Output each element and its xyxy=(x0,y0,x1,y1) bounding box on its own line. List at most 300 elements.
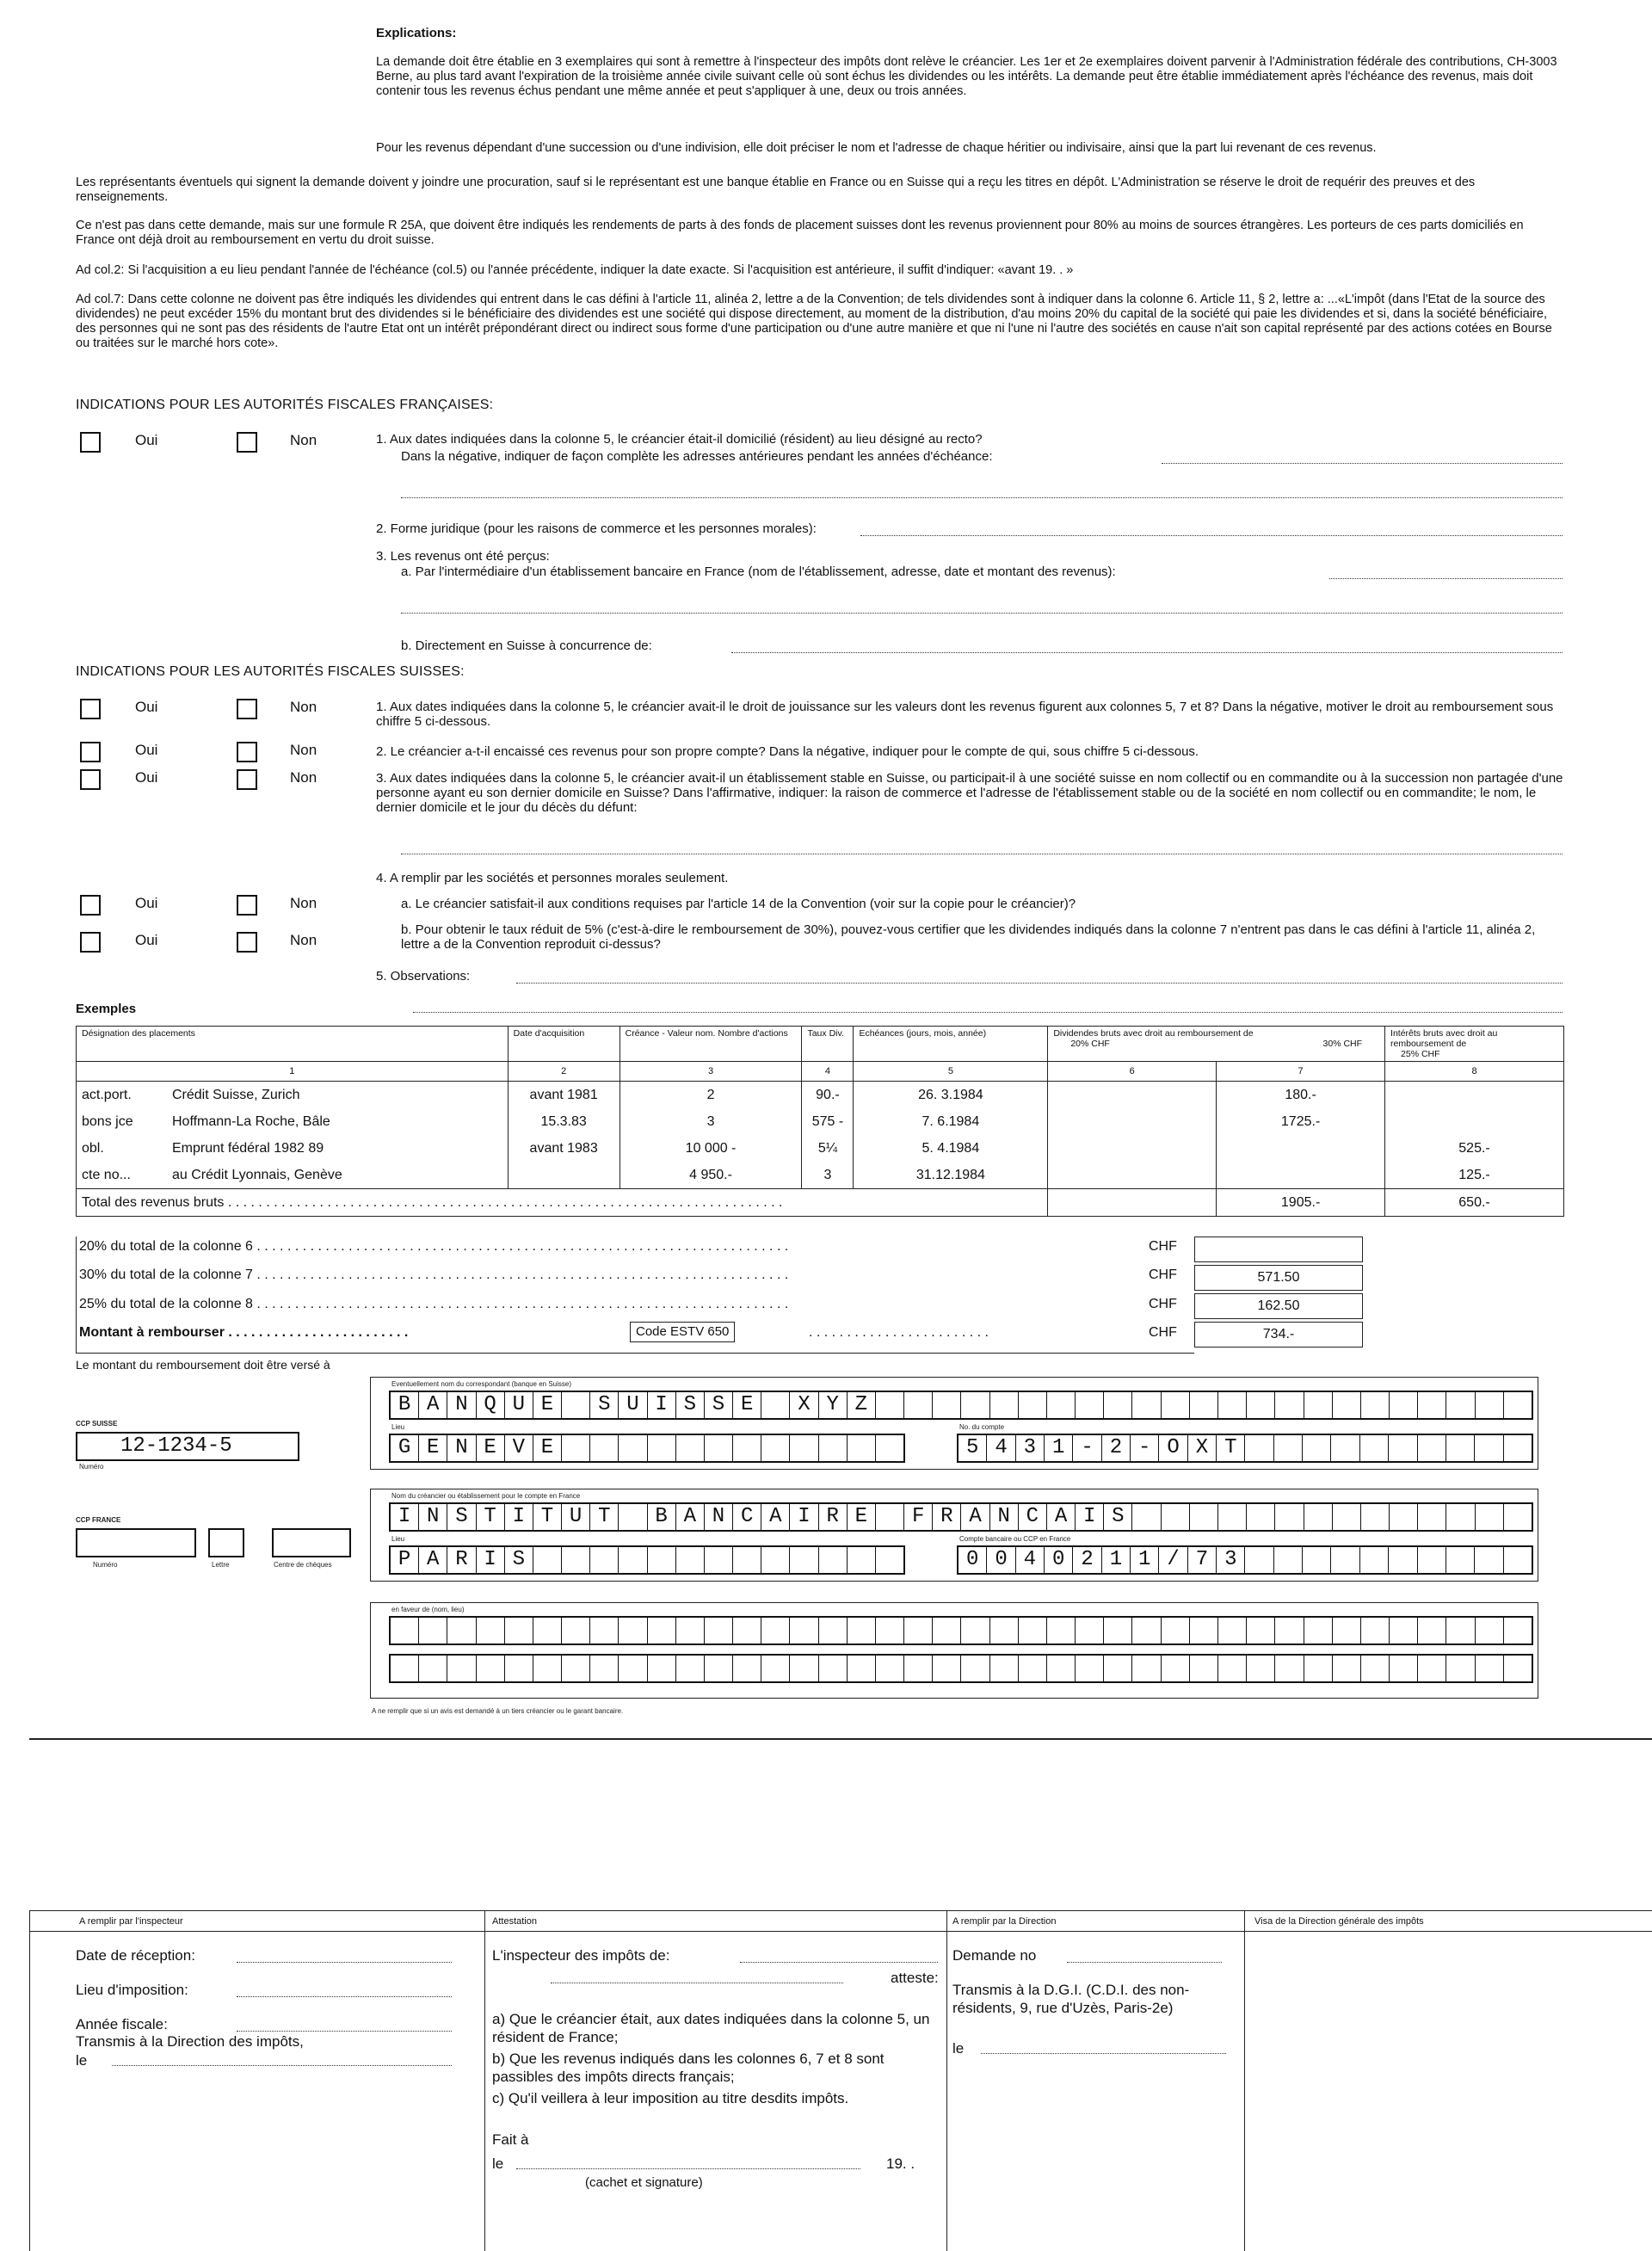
ch-q1-non-checkbox[interactable] xyxy=(237,699,257,719)
grid-cell xyxy=(1418,1656,1446,1681)
grid-cell xyxy=(990,1392,1019,1418)
grid-cell xyxy=(1303,1547,1331,1573)
inspecteur-field[interactable] xyxy=(740,1962,938,1963)
grid-cell xyxy=(391,1656,419,1681)
grid-cell xyxy=(1504,1504,1532,1530)
col-number: 2 xyxy=(508,1062,620,1082)
grid-cell: V xyxy=(505,1435,533,1461)
grid-cell: E xyxy=(733,1392,761,1418)
summary-value-25[interactable]: 162.50 xyxy=(1194,1293,1363,1319)
grid-cell: R xyxy=(819,1504,848,1530)
grid-cell xyxy=(1333,1392,1361,1418)
admin-col-divider xyxy=(946,1910,947,2251)
row-qty: 2 xyxy=(620,1082,802,1109)
currency-label: CHF xyxy=(1149,1267,1177,1282)
grid-cell xyxy=(590,1618,619,1644)
ch-question-5: 5. Observations: xyxy=(376,969,471,984)
grid-cell xyxy=(562,1435,590,1461)
lieu-ch-grid[interactable] xyxy=(389,1434,905,1463)
currency-label: CHF xyxy=(1149,1297,1177,1311)
grid-cell xyxy=(648,1435,676,1461)
demande-no-field[interactable] xyxy=(1067,1962,1222,1963)
grid-cell xyxy=(790,1435,818,1461)
grid-cell xyxy=(1418,1618,1446,1644)
ch-observations-line-2[interactable] xyxy=(413,1012,1563,1013)
transmis-le-field[interactable] xyxy=(112,2065,452,2066)
grid-cell xyxy=(761,1547,790,1573)
ch-q2-oui-checkbox[interactable] xyxy=(80,742,101,762)
date-reception-label: Date de réception: xyxy=(76,1947,195,1964)
grid-cell: I xyxy=(1076,1504,1104,1530)
grid-cell: - xyxy=(1131,1435,1159,1461)
grid-cell xyxy=(619,1547,647,1573)
grid-cell: F xyxy=(904,1504,933,1530)
table-row xyxy=(77,1108,1564,1135)
ccp-france-letter-input[interactable] xyxy=(208,1528,244,1557)
header-dividendes xyxy=(1048,1027,1385,1062)
row-col6 xyxy=(1048,1082,1217,1109)
grid-cell xyxy=(790,1618,818,1644)
grid-cell: U xyxy=(505,1392,533,1418)
summary-value-total[interactable]: 734.- xyxy=(1194,1322,1363,1348)
grid-cell: 2 xyxy=(1102,1435,1131,1461)
fr-q1-oui-checkbox[interactable] xyxy=(80,432,101,453)
grid-cell xyxy=(1333,1504,1361,1530)
ch-q3-non-checkbox[interactable] xyxy=(237,769,257,790)
column-numbers-row xyxy=(77,1062,1564,1082)
grid-cell: A xyxy=(676,1504,705,1530)
header-col8-rate: 25% CHF xyxy=(1401,1049,1440,1059)
non-label: Non xyxy=(290,742,317,758)
non-label: Non xyxy=(290,932,317,948)
grid-cell: I xyxy=(790,1504,818,1530)
ch-q4a-non-checkbox[interactable] xyxy=(237,895,257,916)
row-due: 7. 6.1984 xyxy=(854,1108,1048,1135)
grid-cell xyxy=(562,1656,590,1681)
grid-cell: Q xyxy=(477,1392,505,1418)
col-number: 1 xyxy=(77,1062,509,1082)
grid-cell xyxy=(990,1618,1019,1644)
fr-q3b-answer-line[interactable] xyxy=(731,652,1563,653)
grid-cell xyxy=(1190,1656,1218,1681)
attestation-date-field[interactable] xyxy=(516,2168,860,2169)
grid-cell xyxy=(477,1618,505,1644)
grid-cell xyxy=(1331,1547,1359,1573)
summary-label: 25% du total de la colonne 8 xyxy=(79,1297,253,1311)
grid-cell xyxy=(876,1392,904,1418)
grid-cell xyxy=(1361,1392,1390,1418)
grid-cell xyxy=(1132,1504,1161,1530)
grid-cell xyxy=(1446,1547,1475,1573)
grid-cell xyxy=(590,1656,619,1681)
grid-cell xyxy=(1104,1392,1132,1418)
grid-cell: 0 xyxy=(959,1547,987,1573)
grid-cell: S xyxy=(705,1392,733,1418)
ch-q4a-oui-checkbox[interactable] xyxy=(80,895,101,916)
grid-cell: S xyxy=(505,1547,533,1573)
grid-cell xyxy=(1390,1656,1418,1681)
currency-label: CHF xyxy=(1149,1325,1177,1340)
grid-cell: A xyxy=(961,1504,989,1530)
non-label: Non xyxy=(290,769,317,786)
lieu-imposition-field[interactable] xyxy=(237,1996,452,1997)
grid-cell xyxy=(1361,1504,1390,1530)
grid-cell: E xyxy=(477,1435,505,1461)
grid-cell xyxy=(933,1618,961,1644)
lieu-fr-grid[interactable] xyxy=(389,1545,905,1575)
fr-q2-answer-line[interactable] xyxy=(860,535,1563,536)
lieu-imposition-label: Lieu d'imposition: xyxy=(76,1982,188,1998)
row-col8 xyxy=(1385,1082,1564,1109)
grid-cell xyxy=(1303,1435,1331,1461)
grid-cell xyxy=(848,1435,876,1461)
grid-cell xyxy=(705,1618,733,1644)
grid-cell xyxy=(1476,1618,1504,1644)
grid-cell xyxy=(904,1656,933,1681)
fr-centre-label: Centre de chèques xyxy=(274,1561,332,1569)
row-type: obl. xyxy=(82,1140,104,1156)
grid-cell: T xyxy=(1217,1435,1245,1461)
grid-cell xyxy=(1019,1392,1047,1418)
grid-cell xyxy=(533,1618,562,1644)
oui-label: Oui xyxy=(135,769,158,786)
grid-cell xyxy=(1446,1504,1475,1530)
grid-cell xyxy=(1247,1618,1275,1644)
grid-cell xyxy=(1418,1435,1446,1461)
row-name: Hoffmann-La Roche, Bâle xyxy=(172,1113,330,1129)
grid-cell xyxy=(1275,1656,1304,1681)
row-type: act.port. xyxy=(82,1087,132,1102)
explanations-paragraph-3: Les représentants éventuels qui signent la demande doivent y joindre une procuration, sauf si le représentant est une banque établie en France ou en Suisse qui a reçu les titres en dépôt. L'Administration se réserve le droit de requérir des preuves et des renseignements. xyxy=(76,176,1479,204)
grid-cell: P xyxy=(391,1547,419,1573)
grid-cell xyxy=(933,1656,961,1681)
grid-cell: 0 xyxy=(1045,1547,1073,1573)
favour-grid-1[interactable] xyxy=(389,1616,1533,1645)
grid-cell xyxy=(1390,1392,1418,1418)
table-row xyxy=(77,1162,1564,1189)
summary-value-20[interactable] xyxy=(1194,1237,1363,1262)
row-col7: 1725.- xyxy=(1217,1108,1385,1135)
grid-cell xyxy=(533,1547,562,1573)
header-dividendes-label: Dividendes bruts avec droit au remboursement de xyxy=(1053,1028,1254,1039)
grid-cell xyxy=(1190,1504,1218,1530)
grid-cell xyxy=(705,1656,733,1681)
ccp-france-number-input[interactable] xyxy=(76,1528,196,1557)
annee-fiscale-label: Année fiscale: xyxy=(76,2016,168,2032)
grid-cell xyxy=(761,1392,790,1418)
row-col8: 525.- xyxy=(1385,1135,1564,1162)
fr-q1b-answer-line[interactable] xyxy=(1162,463,1563,464)
grid-cell xyxy=(1390,1504,1418,1530)
grid-cell: B xyxy=(648,1504,676,1530)
row-date: avant 1983 xyxy=(508,1135,620,1162)
header-designation: Désignation des placements xyxy=(77,1027,509,1062)
demande-no-label: Demande no xyxy=(952,1947,1037,1964)
favour-grid-2[interactable] xyxy=(389,1654,1533,1683)
grid-cell xyxy=(648,1618,676,1644)
grid-cell xyxy=(590,1435,619,1461)
grid-cell xyxy=(1047,1618,1076,1644)
grid-cell xyxy=(590,1547,619,1573)
grid-cell xyxy=(1162,1656,1190,1681)
payment-intro: Le montant du remboursement doit être versé à xyxy=(76,1358,330,1372)
grid-cell xyxy=(1418,1392,1446,1418)
grid-cell xyxy=(1304,1656,1333,1681)
grid-cell xyxy=(1132,1618,1161,1644)
non-label: Non xyxy=(290,895,317,911)
grid-cell: U xyxy=(562,1504,590,1530)
grid-cell xyxy=(1274,1435,1303,1461)
header-interets-label: Intérêts bruts avec droit au remboursement de xyxy=(1390,1028,1498,1049)
grid-cell xyxy=(619,1504,647,1530)
grid-cell xyxy=(1333,1618,1361,1644)
grid-cell: T xyxy=(533,1504,562,1530)
account-fr-label: Compte bancaire ou CCP en France xyxy=(959,1535,1071,1543)
grid-cell xyxy=(1218,1504,1247,1530)
grid-cell xyxy=(1245,1435,1273,1461)
grid-cell: I xyxy=(391,1504,419,1530)
row-col8: 125.- xyxy=(1385,1162,1564,1189)
ch-observations-line[interactable] xyxy=(516,983,1563,984)
col-number: 6 xyxy=(1048,1062,1217,1082)
table-header-row xyxy=(77,1027,1564,1062)
attestation-a: a) Que le créancier était, aux dates indiquées dans la colonne 5, un résident de France; xyxy=(492,2011,934,2045)
grid-cell xyxy=(705,1435,733,1461)
grid-cell xyxy=(1076,1656,1104,1681)
row-rate: 90.- xyxy=(802,1082,854,1109)
grid-cell: N xyxy=(447,1435,476,1461)
payment-footnote: A ne remplir que si un avis est demandé à un tiers créancier ou le garant bancaire. xyxy=(372,1707,624,1715)
grid-cell xyxy=(819,1435,848,1461)
grid-cell xyxy=(676,1547,705,1573)
col-number: 4 xyxy=(802,1062,854,1082)
favour-label: en faveur de (nom, lieu) xyxy=(391,1606,465,1613)
grid-cell xyxy=(876,1618,904,1644)
explanations-paragraph-6: Ad col.7: Dans cette colonne ne doivent pas être indiqués les dividendes qui entrent dans le cas défini à l'article 11, alinéa 2, lettre a de la Convention; de tels dividendes sont à indiquer dans la colonne 6. Article 11, § 2, lettre a: ...«L'impôt (dans l'Etat de la source des dividendes) ne peut excéder 15% du montant brut des dividendes si le bénéficiaire des dividendes est une société qui dispose directement, au moment de la distribution, d'au moins 20% du capital de la société qui paie les dividendes et si, dans la société bénéficiaire, des personnes qui ne sont pas des résidents de l'autre Etat ont un intérêt prépondérant direct ou indirect sous forme d'une participation ou d'une autre manière et que ni l'une ni l'autre des sociétés en cause n'ait son capital représenté par des actions cotées en Bourse ou traitées sur le marché hors cote». xyxy=(76,293,1556,350)
ccp-france-centre-input[interactable] xyxy=(272,1528,351,1557)
grid-cell: T xyxy=(477,1504,505,1530)
grid-cell xyxy=(1218,1656,1247,1681)
grid-cell xyxy=(876,1504,904,1530)
grid-cell xyxy=(733,1618,761,1644)
account-ch-grid[interactable] xyxy=(957,1434,1533,1463)
ch-q2-non-checkbox[interactable] xyxy=(237,742,257,762)
grid-cell xyxy=(1132,1392,1161,1418)
grid-cell: 2 xyxy=(1073,1547,1101,1573)
grid-cell xyxy=(619,1618,647,1644)
attestation-c: c) Qu'il veillera à leur imposition au titre desdits impôts. xyxy=(492,2090,849,2106)
explanations-paragraph-5: Ad col.2: Si l'acquisition a eu lieu pendant l'année de l'échéance (col.5) ou l'année précédente, indiquer la date exacte. Si l'acquisition est antérieure, il suffit d'indiquer: «avant 19. . » xyxy=(76,263,1074,277)
grid-cell: Y xyxy=(819,1392,848,1418)
grid-cell xyxy=(1076,1618,1104,1644)
row-date xyxy=(508,1162,620,1189)
fr-lettre-label: Lettre xyxy=(212,1561,230,1569)
grid-cell xyxy=(733,1435,761,1461)
header-taux: Taux Div. xyxy=(802,1027,854,1062)
grid-cell xyxy=(1331,1435,1359,1461)
grid-cell xyxy=(1245,1547,1273,1573)
grid-cell xyxy=(933,1392,961,1418)
lieu-label: Lieu xyxy=(391,1423,405,1431)
transmis-le-label: le xyxy=(76,2052,88,2069)
admin-header-direction: A remplir par la Direction xyxy=(952,1916,1057,1927)
fr-section-title: INDICATIONS POUR LES AUTORITÉS FISCALES FRANÇAISES: xyxy=(76,398,494,412)
explanations-paragraph-1: La demande doit être établie en 3 exemplaires qui sont à remettre à l'inspecteur des impôts dont relève le créancier. Les 1er et 2e exemplaires doivent parvenir à l'Administration fédérale des contributions, CH-3003 Berne, au plus tard avant l'expiration de la troisième année civile suivant celle où sont échus les dividendes ou les intérêts. La demande peut être établie immédiatement après l'échéance des revenus, mais doit contenir tous les revenus échus pendant une même année et peut s'appliquer à une, deux ou trois années. xyxy=(376,55,1561,98)
grid-cell xyxy=(1361,1618,1390,1644)
col-number: 5 xyxy=(854,1062,1048,1082)
grid-cell: R xyxy=(447,1547,476,1573)
grid-cell xyxy=(1476,1392,1504,1418)
grid-cell: 4 xyxy=(1016,1547,1045,1573)
fr-q1b-answer-line-2[interactable] xyxy=(401,497,1563,498)
date-reception-field[interactable] xyxy=(237,1962,452,1963)
grid-cell xyxy=(761,1656,790,1681)
row-rate: 575 - xyxy=(802,1108,854,1135)
row-col6 xyxy=(1048,1108,1217,1135)
grid-cell: 3 xyxy=(1016,1435,1045,1461)
grid-cell xyxy=(761,1618,790,1644)
grid-cell xyxy=(1218,1392,1247,1418)
grid-cell xyxy=(1304,1504,1333,1530)
row-due: 5. 4.1984 xyxy=(854,1135,1048,1162)
grid-cell xyxy=(619,1656,647,1681)
account-fr-grid[interactable] xyxy=(957,1545,1533,1575)
fr-question-1: 1. Aux dates indiquées dans la colonne 5, le créancier était-il domicilié (résident) au lieu désigné au recto? xyxy=(376,432,983,447)
total-label-text: Total des revenus bruts xyxy=(82,1194,225,1210)
fr-question-3: 3. Les revenus ont été perçus: xyxy=(376,549,550,564)
grid-cell xyxy=(1476,1656,1504,1681)
examples-table xyxy=(76,1026,1564,1217)
fr-question-2: 2. Forme juridique (pour les raisons de commerce et les personnes morales): xyxy=(376,521,817,536)
grid-cell: U xyxy=(619,1392,647,1418)
summary-label: 30% du total de la colonne 7 xyxy=(79,1267,253,1282)
grid-cell: Z xyxy=(848,1392,876,1418)
row-rate: 5¼ xyxy=(802,1135,854,1162)
ch-question-2: 2. Le créancier a-t-il encaissé ces revenus pour son propre compte? Dans la négative, indiquer pour le compte de qui, sous chiffre 5 ci-dessous. xyxy=(376,744,1199,759)
ch-question-1: 1. Aux dates indiquées dans la colonne 5, le créancier avait-il le droit de jouissance sur les valeurs dont les revenus figurent aux colonnes 5, 7 et 8? Dans la négative, motiver le droit au remboursement sous chiffre 5 ci-dessous. xyxy=(376,700,1557,729)
grid-cell xyxy=(676,1435,705,1461)
grid-cell xyxy=(1475,1435,1503,1461)
col-number: 8 xyxy=(1385,1062,1564,1082)
grid-cell xyxy=(819,1656,848,1681)
grid-cell xyxy=(1162,1504,1190,1530)
grid-cell: - xyxy=(1073,1435,1101,1461)
non-label: Non xyxy=(290,432,317,448)
annee-fiscale-field[interactable] xyxy=(237,2031,452,2032)
grid-cell xyxy=(848,1547,876,1573)
grid-cell: 1 xyxy=(1102,1547,1131,1573)
grid-cell xyxy=(1476,1504,1504,1530)
row-type: bons jce xyxy=(82,1113,133,1129)
grid-cell: / xyxy=(1159,1547,1187,1573)
grid-cell xyxy=(505,1656,533,1681)
grid-cell xyxy=(1190,1392,1218,1418)
fr-question-3b: b. Directement en Suisse à concurrence de: xyxy=(401,638,652,653)
grid-cell: I xyxy=(477,1547,505,1573)
header-interets xyxy=(1385,1027,1564,1062)
admin-header-inspector: A remplir par l'inspecteur xyxy=(79,1916,183,1927)
col-number: 3 xyxy=(620,1062,802,1082)
admin-col-divider xyxy=(1244,1910,1245,2251)
grid-cell: S xyxy=(447,1504,476,1530)
grid-cell xyxy=(705,1547,733,1573)
row-name: Crédit Suisse, Zurich xyxy=(172,1087,300,1102)
grid-cell xyxy=(619,1435,647,1461)
currency-label: CHF xyxy=(1149,1239,1177,1254)
grid-cell xyxy=(1418,1504,1446,1530)
ch-q4b-oui-checkbox[interactable] xyxy=(80,932,101,953)
explanations-paragraph-4: Ce n'est pas dans cette demande, mais sur une formule R 25A, que doivent être indiqués les rendements de parts à des fonds de placement suisses dont les revenus proviennent pour 80% au moins de sources étrangères. Les porteurs de ces parts domiciliés en France ont déjà droit au remboursement en vertu du droit suisse. xyxy=(76,219,1527,247)
summary-line-30: 30% du total de la colonne 7 . . . . . . . . . . . . . . . . . . . . . . . . . . . . . . . . . . . . . . . . . . . . . . . . . . . . . . . . . . . . . . . . . . . . . . xyxy=(79,1267,789,1282)
grid-cell xyxy=(904,1618,933,1644)
grid-cell xyxy=(848,1656,876,1681)
direction-transmis-text: Transmis à la D.G.I. (C.D.I. des non-résidents, 9, rue d'Uzès, Paris-2e) xyxy=(952,1982,1190,2016)
grid-cell xyxy=(1304,1392,1333,1418)
grid-cell xyxy=(419,1618,447,1644)
admin-header-line xyxy=(29,1931,1652,1932)
grid-cell: B xyxy=(391,1392,419,1418)
bank-ch-label: Eventuellement nom du correspondant (banque en Suisse) xyxy=(391,1380,572,1388)
direction-date-field[interactable] xyxy=(981,2053,1226,2054)
grid-cell xyxy=(1162,1618,1190,1644)
ch-q1-oui-checkbox[interactable] xyxy=(80,699,101,719)
grid-cell xyxy=(819,1547,848,1573)
row-col7: 180.- xyxy=(1217,1082,1385,1109)
grid-cell: G xyxy=(391,1435,419,1461)
ch-q3-oui-checkbox[interactable] xyxy=(80,769,101,790)
grid-cell xyxy=(990,1656,1019,1681)
grid-cell: O xyxy=(1159,1435,1187,1461)
total-col7: 1905.- xyxy=(1217,1189,1385,1217)
fr-q3a-answer-line-2[interactable] xyxy=(401,613,1563,614)
grid-cell xyxy=(1360,1547,1389,1573)
summary-label: Montant à rembourser xyxy=(79,1325,225,1340)
grid-cell: A xyxy=(419,1392,447,1418)
bank-fr-grid[interactable] xyxy=(389,1502,1533,1532)
grid-cell xyxy=(1446,1392,1475,1418)
ccp-suisse-input[interactable]: 12-1234-5 xyxy=(76,1432,299,1461)
summary-value-30[interactable]: 571.50 xyxy=(1194,1265,1363,1291)
grid-cell xyxy=(1218,1618,1247,1644)
row-rate: 3 xyxy=(802,1162,854,1189)
grid-cell xyxy=(1446,1435,1475,1461)
grid-cell xyxy=(1504,1392,1532,1418)
grid-cell: T xyxy=(590,1504,619,1530)
grid-cell xyxy=(1475,1547,1503,1573)
grid-cell xyxy=(1104,1618,1132,1644)
grid-cell xyxy=(1047,1656,1076,1681)
bank-ch-grid[interactable] xyxy=(389,1391,1533,1420)
grid-cell xyxy=(1132,1656,1161,1681)
grid-cell: 3 xyxy=(1217,1547,1245,1573)
fr-q3a-answer-line[interactable] xyxy=(1329,578,1563,579)
grid-cell xyxy=(505,1618,533,1644)
grid-cell xyxy=(419,1656,447,1681)
section-divider xyxy=(29,1738,1652,1740)
grid-cell: I xyxy=(648,1392,676,1418)
grid-cell: N xyxy=(990,1504,1019,1530)
grid-cell xyxy=(733,1656,761,1681)
fr-q1-non-checkbox[interactable] xyxy=(237,432,257,453)
grid-cell xyxy=(391,1618,419,1644)
row-due: 26. 3.1984 xyxy=(854,1082,1048,1109)
grid-cell: A xyxy=(1047,1504,1076,1530)
grid-cell: 1 xyxy=(1131,1547,1159,1573)
ch-q4b-non-checkbox[interactable] xyxy=(237,932,257,953)
oui-label: Oui xyxy=(135,932,158,948)
summary-dots: . . . . . . . . . . . . . . . . . . . . . . . . xyxy=(809,1325,989,1340)
ch-section-title: INDICATIONS POUR LES AUTORITÉS FISCALES SUISSES: xyxy=(76,664,465,679)
